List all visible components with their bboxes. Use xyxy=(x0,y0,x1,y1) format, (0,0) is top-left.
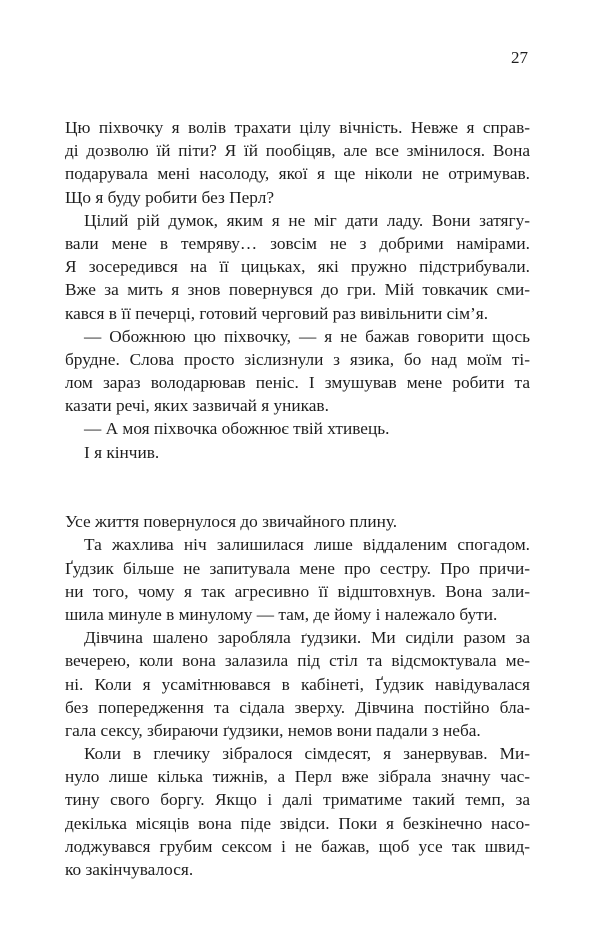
text-line: Цю піхвочку я волів трахати цілу вічність. Невже я справ- xyxy=(65,118,530,137)
text-line: казати речі, яких зазвичай я уникав. xyxy=(65,396,329,416)
paragraph xyxy=(65,626,530,742)
text-line: Цілий рій думок, яким я не міг дати ладу. Вони затягу- xyxy=(84,210,530,230)
text-line: ді дозволю їй піти? Я їй пообіцяв, але все змінилося. Вона xyxy=(65,141,530,161)
paragraph xyxy=(65,209,530,325)
text-line: гала сексу, збираючи ґудзики, немов вони падали з неба. xyxy=(65,720,481,740)
paragraph xyxy=(65,510,530,533)
text-line: Вже за мить я знов повернувся до гри. Мій товкачик сми- xyxy=(65,280,530,300)
paragraph xyxy=(65,417,530,440)
page-number: 27 xyxy=(511,48,528,67)
text-line: лоджувався грубим сексом і не бажав, щоб усе так швид- xyxy=(65,836,530,856)
section-break xyxy=(65,464,530,510)
text-line: ни того, чому я так агресивно її відштовхнув. Вона зали- xyxy=(65,581,530,601)
paragraph xyxy=(65,441,530,464)
text-line: вечерею, коли вона залазила під стіл та відсмоктувала ме- xyxy=(65,651,530,671)
text-line: Усе життя повернулося до звичайного плину. xyxy=(65,512,398,532)
text-line: тину свого боргу. Якщо і далі триматиме такий темп, за xyxy=(65,790,530,810)
text-line: лом зараз володарював пеніс. І змушував мене робити та xyxy=(65,373,530,393)
paragraph xyxy=(65,742,530,881)
text-line: І я кінчив. xyxy=(84,442,160,462)
text-line: Я зосередився на її цицьках, які пружно підстрибували. xyxy=(65,257,530,277)
text-line: ні. Коли я усамітнювався в кабінеті, Ґудзик навідувалася xyxy=(65,674,530,694)
text-line: Та жахлива ніч залишилася лише віддаленим спогадом. xyxy=(84,535,530,555)
text-line: брудне. Слова просто зіслизнули з язика, бо над моїм ті- xyxy=(65,349,530,369)
text-line: ко закінчувалося. xyxy=(65,860,194,880)
text-line: — А моя піхвочка обожнює твій хтивець. xyxy=(84,419,390,439)
text-line: вали мене в темряву… зовсім не з добрими намірами. xyxy=(65,233,530,253)
text-line: кався в її печерці, готовий черговий раз вивільнити сім’я. xyxy=(65,303,489,323)
text-line: подарувала мені насолоду, якої я ще ніколи не отримував. xyxy=(65,164,530,184)
text-line: Дівчина шалено заробляла ґудзики. Ми сиділи разом за xyxy=(84,628,530,648)
text-line: нуло лише кілька тижнів, а Перл вже зібрала значну час- xyxy=(65,767,530,787)
text-line: — Обожнюю цю піхвочку, — я не бажав говорити щось xyxy=(84,326,530,346)
paragraph xyxy=(65,325,530,418)
paragraph xyxy=(65,116,530,209)
text-line: Коли в глечику зібралося сімдесят, я занервував. Ми- xyxy=(84,744,530,764)
paragraph xyxy=(65,533,530,626)
text-line: декілька місяців вона піде звідси. Поки я безкінечно насо- xyxy=(65,813,530,833)
text-line: Що я буду робити без Перл? xyxy=(65,187,274,207)
text-line: без попередження та сідала зверху. Дівчина постійно бла- xyxy=(65,697,530,717)
text-line: Ґудзик більше не запитувала мене про сестру. Про причи- xyxy=(65,558,530,578)
text-line: шила минуле в минулому — там, де йому і належало бути. xyxy=(65,604,498,624)
body-text xyxy=(65,116,530,881)
